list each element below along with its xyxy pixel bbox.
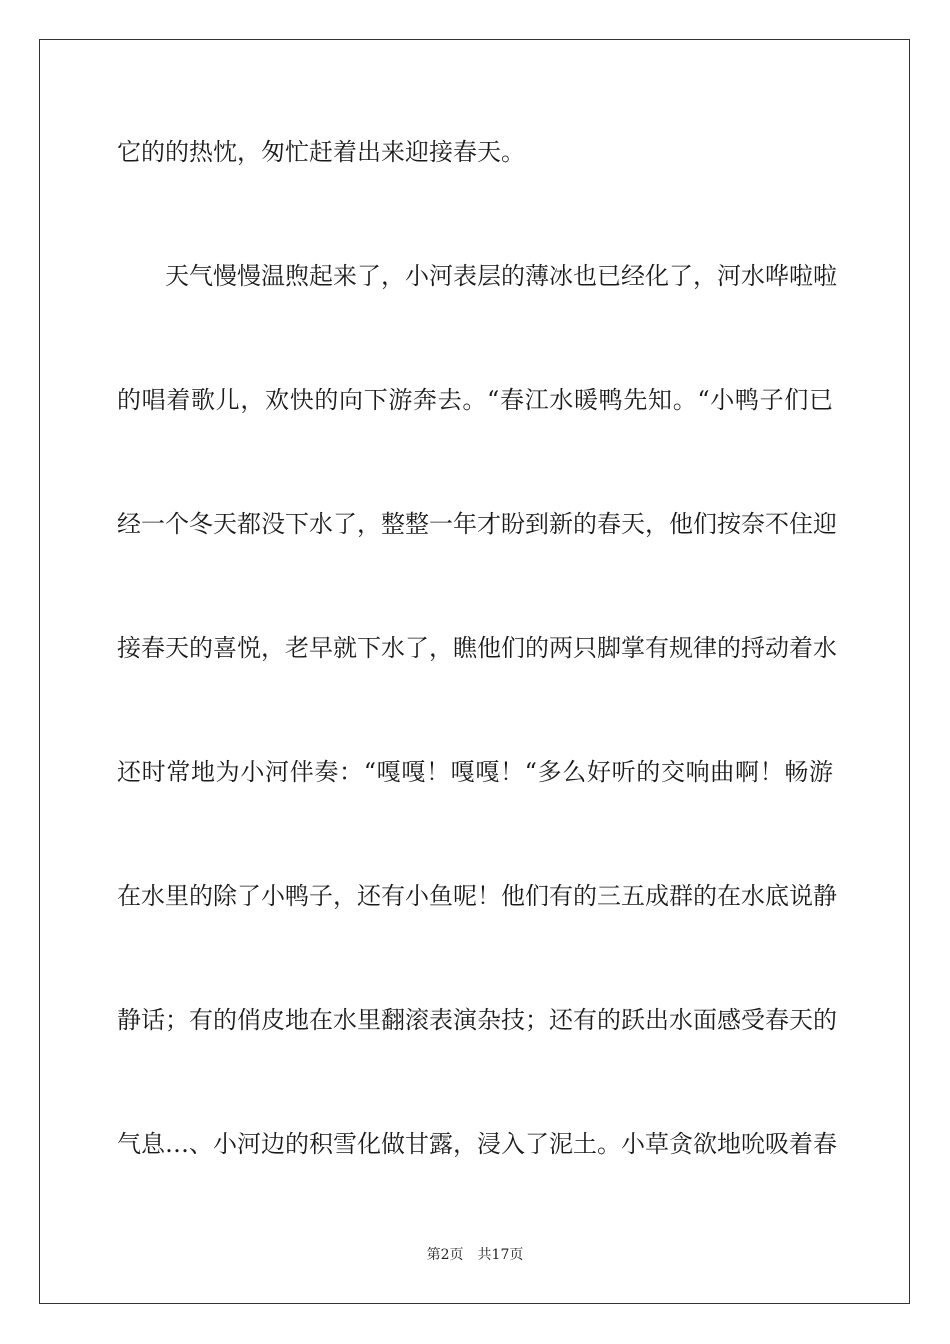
text-line-8: 静话；有的俏皮地在水里翻滚表演杂技；还有的跃出水面感受春天的 xyxy=(117,1006,837,1034)
text-line-7: 在水里的除了小鸭子，还有小鱼呢！他们有的三五成群的在水底说静 xyxy=(117,882,837,910)
text-line-1: 它的的热忱，匆忙赶着出来迎接春天。 xyxy=(117,138,525,166)
text-line-5: 接春天的喜悦，老早就下水了，瞧他们的两只脚掌有规律的捋动着水 xyxy=(117,634,837,662)
text-line-6: 还时常地为小河伴奏：“嘎嘎！嘎嘎！“多么好听的交响曲啊！畅游 xyxy=(117,758,833,786)
page-footer xyxy=(0,1245,950,1265)
page-number: 第2页 xyxy=(426,1247,464,1263)
page-total: 共17页 xyxy=(477,1247,524,1263)
text-line-9: 气息…、小河边的积雪化做甘露，浸入了泥土。小草贪欲地吮吸着春 xyxy=(117,1130,837,1158)
text-line-3: 的唱着歌儿，欢快的向下游奔去。“春江水暖鸭先知。“小鸭子们已 xyxy=(117,386,833,414)
text-line-2: 天气慢慢温煦起来了，小河表层的薄冰也已经化了，河水哗啦啦 xyxy=(165,262,837,290)
page-frame xyxy=(39,39,910,1304)
text-line-4: 经一个冬天都没下水了，整整一年才盼到新的春天，他们按奈不住迎 xyxy=(117,510,837,538)
